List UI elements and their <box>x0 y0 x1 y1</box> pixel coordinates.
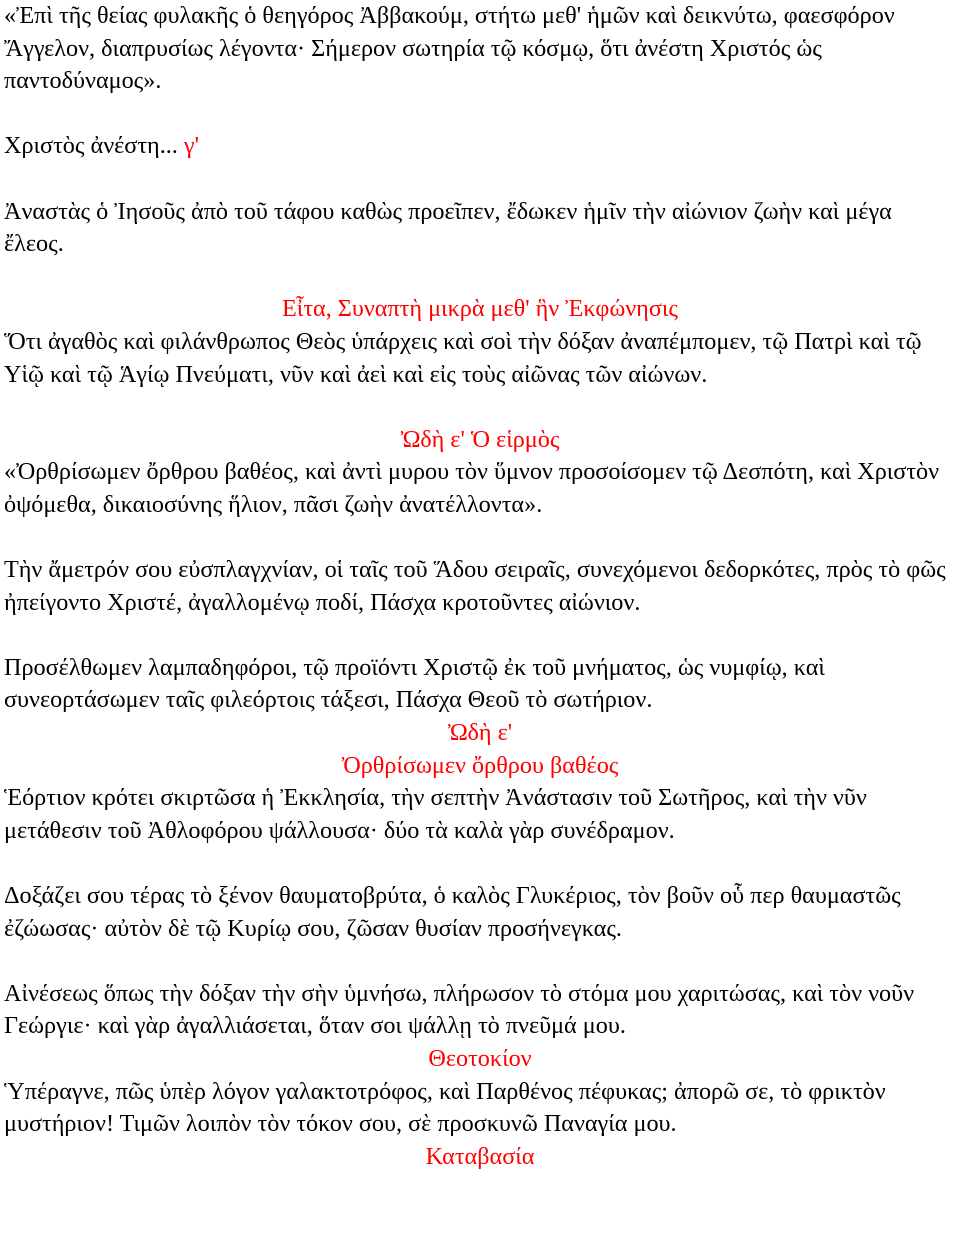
paragraph-gap <box>4 261 956 294</box>
paragraph-heirmos: «Ὀρθρίσωμεν ὄρθρου βαθέος, καὶ ἀντὶ μυρου τὸν ὕμνον προσοίσομεν τῷ Δεσπότη, καὶ Χριστὸν ὀψόμεθα, δικαιοσύνης ἥλιον, πᾶσι ζωὴν ἀνατέλλοντα». <box>4 458 940 518</box>
paragraph-gap <box>4 391 956 424</box>
christos-anesti-text: Χριστὸς ἀνέστη... <box>4 132 178 160</box>
paragraph-gap <box>4 98 956 131</box>
paragraph-gap <box>4 847 956 880</box>
rubric-synapti: Εἶτα, Συναπτὴ μικρὰ μεθ' ἣν Ἐκφώνησις <box>282 295 678 323</box>
paragraph-christos-anesti <box>4 130 956 163</box>
paragraph-gap <box>4 163 956 196</box>
rubric-thrice: γ' <box>177 132 199 160</box>
paragraph-ekphonesis: Ὅτι ἀγαθὸς καὶ φιλάνθρωπος Θεὸς ὑπάρχεις καὶ σοὶ τὴν δόξαν ἀναπέμπομεν, τῷ Πατρὶ καὶ τῷ Υἱῷ καὶ τῷ Ἁγίῳ Πνεύματι, νῦν καὶ ἀεὶ καὶ εἰς τοὺς αἰῶνας τῶν αἰώνων. <box>4 327 922 388</box>
paragraph-troparion-5: Αἰνέσεως ὅπως τὴν δόξαν τὴν σὴν ὑμνήσω, πλήρωσον τὸ στόμα μου χαριτώσας, καὶ τὸν νοῦν Γεώργιε· καὶ γὰρ ἀγαλλιάσεται, ὅταν σοι ψάλλῃ τὸ πνεῦμά μου. <box>4 979 915 1040</box>
paragraph-gap <box>4 522 956 555</box>
liturgical-text-page <box>4 0 956 1173</box>
paragraph-troparion-2: Προσέλθωμεν λαμπαδηφόροι, τῷ προϊόντι Χριστῷ ἐκ τοῦ μνήματος, ὡς νυμφίῳ, καὶ συνεορτάσωμεν ταῖς φιλεόρτοις τάξεσι, Πάσχα Θεοῦ τὸ σωτήριον. <box>4 653 825 714</box>
rubric-orthrisomen: Ὀρθρίσωμεν ὄρθρου βαθέος <box>341 751 619 779</box>
rubric-ode-5-heirmos: Ὠδὴ ε' Ὁ εἱρμὸς <box>400 425 560 453</box>
paragraph-troparion-1: Τὴν ἄμετρόν σου εὐσπλαγχνίαν, οἱ ταῖς τοῦ Ἅδου σειραῖς, συνεχόμενοι δεδορκότες, πρὸς τὸ φῶς ἠπείγοντο Χριστέ, ἀγαλλομένῳ ποδί, Πάσχα κροτοῦντες αἰώνιον. <box>4 556 946 616</box>
paragraph-troparion-3: Ἑόρτιον κρότει σκιρτῶσα ἡ Ἐκκλησία, τὴν σεπτὴν Ἀνάστασιν τοῦ Σωτῆρος, καὶ τὴν νῦν μετάθεσιν τοῦ Ἀθλοφόρου ψάλλουσα· δύο τὰ καλὰ γὰρ συνέδραμον. <box>4 784 867 844</box>
paragraph-gap <box>4 619 956 652</box>
rubric-katavasia: Καταβασία <box>425 1142 535 1170</box>
paragraph-epi-tis-theias: «Ἐπὶ τῆς θείας φυλακῆς ὁ θεηγόρος Ἀββακούμ, στήτω μεθ' ἡμῶν καὶ δεικνύτω, φαεσφόρον Ἄγγελον, διαπρυσίως λέγοντα· Σήμερον σωτηρία τῷ κόσμῳ, ὅτι ἀνέστη Χριστός ὡς παντοδύναμος». <box>4 2 895 95</box>
rubric-ode-5: Ὠδὴ ε' <box>447 719 513 747</box>
rubric-theotokion: Θεοτοκίον <box>428 1045 532 1072</box>
paragraph-troparion-4: Δοξάζει σου τέρας τὸ ξένον θαυματοβρύτα, ὁ καλὸς Γλυκέριος, τὸν βοῦν οὗ περ θαυμαστῶς ἐζώωσας· αὐτὸν δὲ τῷ Κυρίῳ σου, ζῶσαν θυσίαν προσήνεγκας. <box>4 882 901 942</box>
paragraph-theotokion: Ὑπέραγνε, πῶς ὑπὲρ λόγον γαλακτοτρόφος, καὶ Παρθένος πέφυκας; ἀπορῶ σε, τὸ φρικτὸν μυστήριον! Τιμῶν λοιπὸν τὸν τόκον σου, σὲ προσκυνῶ Παναγία μου. <box>4 1077 886 1138</box>
paragraph-anastas: Ἀναστὰς ὁ Ἰησοῦς ἀπὸ τοῦ τάφου καθὼς προεῖπεν, ἔδωκεν ἡμῖν τὴν αἰώνιον ζωὴν καὶ μέγα ἔλεος. <box>4 197 892 258</box>
paragraph-gap <box>4 945 956 978</box>
